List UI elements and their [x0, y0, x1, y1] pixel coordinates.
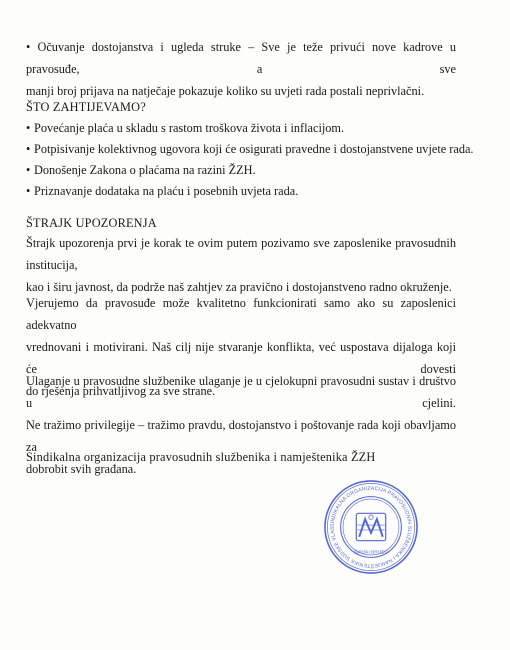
- demand-item: • Priznavanje dodataka na plaću i posebnih uvjeta rada.: [26, 184, 299, 198]
- demand-item: • Donošenje Zakona o plaćama na razini ŽZH.: [26, 163, 256, 177]
- strike-p3-line-1: Ulaganje u pravosudne službenike ulaganje je u cjelokupni pravosudni sustav i društvo u cjelini.: [26, 374, 456, 410]
- strike-heading: ŠTRAJK UPOZORENJA: [26, 216, 157, 230]
- demands-heading: ŠTO ZAHTIJEVAMO?: [26, 100, 146, 114]
- demands-list: [26, 118, 474, 202]
- strike-p2-line-1: Vjerujemo da pravosuđe može kvalitetno funkcionirati samo ako su zaposlenici adekvatno: [26, 296, 456, 332]
- stamp-city-text: ŠIROKI BRIJEG: [353, 549, 389, 555]
- strike-p1-line-1: Štrajk upozorenja prvi je korak te ovim putem pozivamo sve zaposlenike pravosudnih institucija,: [26, 236, 456, 272]
- strike-p1-line-2: kao i širu javnost, da podrže naš zahtjev za pravično i dostojanstveno radno okruženje.: [26, 280, 452, 294]
- stamp-ring-text: SINDIKALNA ORGANIZACIJA PRAVOSUDNIH SLUŽBENIKA I NAMJEŠTENIKA SUDSKE VLAS: [329, 485, 413, 569]
- intro-paragraph: [26, 36, 456, 102]
- intro-line-2: manji broj prijava na natječaje pokazuje koliko su uvjeti rada postali neprivlačni.: [26, 84, 425, 98]
- intro-line-1: • Očuvanje dostojanstva i ugleda struke – Sve je teže privući nove kadrove u pravosuđe, a sve: [26, 40, 456, 76]
- demand-item: • Povećanje plaća u skladu s rastom troškova života i inflacijom.: [26, 121, 345, 135]
- strike-p3-line-2: Ne tražimo privilegije – tražimo pravdu, dostojanstvo i poštovanje rada koji obavljamo za: [26, 418, 456, 454]
- strike-paragraph-1: [26, 232, 456, 298]
- signature-line: Sindikalna organizacija pravosudnih službenika i namještenika ŽZH: [26, 450, 376, 464]
- strike-p2-line-2: vrednovani i motivirani. Naš cilj nije stvaranje konflikta, već uspostava dijaloga koji će dovesti: [26, 340, 456, 376]
- demand-item: • Potpisivanje kolektivnog ugovora koji će osigurati pravedne i dostojanstvene uvjete rada.: [26, 142, 474, 156]
- official-stamp-icon: [322, 478, 420, 576]
- strike-p2-line-3: do rješenja prihvatljivog za sve strane.: [26, 384, 216, 398]
- strike-p3-line-3: dobrobit svih građana.: [26, 462, 137, 476]
